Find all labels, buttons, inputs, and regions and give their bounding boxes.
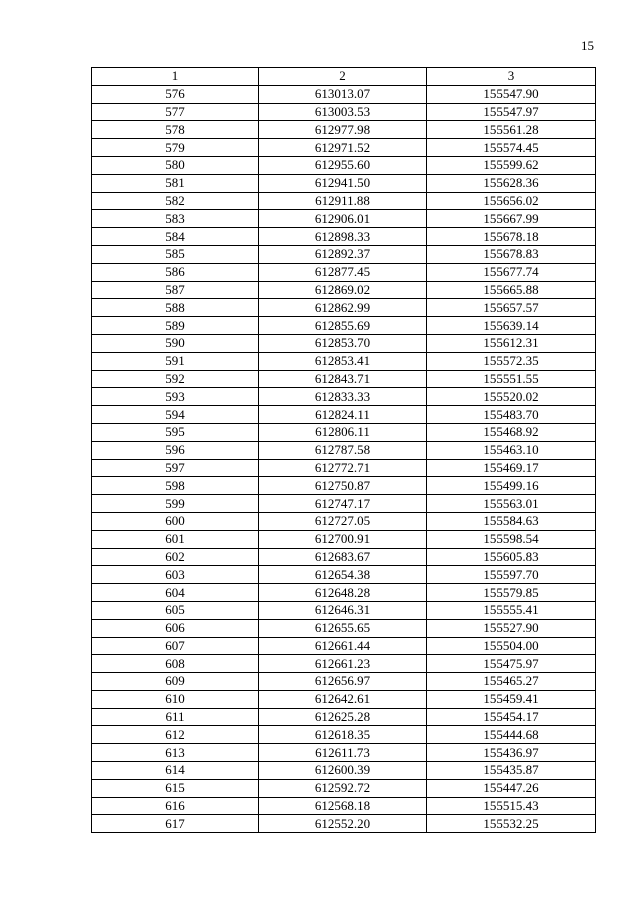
point-number-cell: 595 bbox=[92, 423, 259, 441]
y-coordinate-cell: 155665.88 bbox=[427, 281, 596, 299]
y-coordinate-cell: 155436.97 bbox=[427, 744, 596, 762]
x-coordinate-cell: 612661.44 bbox=[259, 637, 427, 655]
y-coordinate-cell: 155454.17 bbox=[427, 708, 596, 726]
table-row bbox=[92, 744, 596, 762]
x-coordinate-cell: 612906.01 bbox=[259, 210, 427, 228]
y-coordinate-cell: 155469.17 bbox=[427, 459, 596, 477]
y-coordinate-cell: 155435.87 bbox=[427, 762, 596, 780]
table-row bbox=[92, 619, 596, 637]
point-number-cell: 613 bbox=[92, 744, 259, 762]
x-coordinate-cell: 612806.11 bbox=[259, 423, 427, 441]
y-coordinate-cell: 155520.02 bbox=[427, 388, 596, 406]
y-coordinate-cell: 155463.10 bbox=[427, 441, 596, 459]
table-row bbox=[92, 637, 596, 655]
y-coordinate-cell: 155572.35 bbox=[427, 352, 596, 370]
table-row bbox=[92, 601, 596, 619]
table-row bbox=[92, 103, 596, 121]
table-row bbox=[92, 156, 596, 174]
table-row bbox=[92, 139, 596, 157]
point-number-cell: 579 bbox=[92, 139, 259, 157]
point-number-cell: 597 bbox=[92, 459, 259, 477]
point-number-cell: 594 bbox=[92, 406, 259, 424]
y-coordinate-cell: 155475.97 bbox=[427, 655, 596, 673]
point-number-cell: 600 bbox=[92, 512, 259, 530]
x-coordinate-cell: 612552.20 bbox=[259, 815, 427, 833]
point-number-cell: 611 bbox=[92, 708, 259, 726]
y-coordinate-cell: 155527.90 bbox=[427, 619, 596, 637]
x-coordinate-cell: 612654.38 bbox=[259, 566, 427, 584]
x-coordinate-cell: 612911.88 bbox=[259, 192, 427, 210]
point-number-cell: 606 bbox=[92, 619, 259, 637]
y-coordinate-cell: 155657.57 bbox=[427, 299, 596, 317]
x-coordinate-cell: 612843.71 bbox=[259, 370, 427, 388]
point-number-cell: 581 bbox=[92, 174, 259, 192]
table-row bbox=[92, 690, 596, 708]
y-coordinate-cell: 155563.01 bbox=[427, 495, 596, 513]
point-number-cell: 596 bbox=[92, 441, 259, 459]
x-coordinate-cell: 612971.52 bbox=[259, 139, 427, 157]
table-row bbox=[92, 317, 596, 335]
table-row bbox=[92, 548, 596, 566]
table-row bbox=[92, 673, 596, 691]
x-coordinate-cell: 612592.72 bbox=[259, 779, 427, 797]
table-row bbox=[92, 192, 596, 210]
y-coordinate-cell: 155504.00 bbox=[427, 637, 596, 655]
y-coordinate-cell: 155532.25 bbox=[427, 815, 596, 833]
table-row bbox=[92, 459, 596, 477]
column-header-3: 3 bbox=[427, 68, 596, 86]
x-coordinate-cell: 612648.28 bbox=[259, 584, 427, 602]
x-coordinate-cell: 612772.71 bbox=[259, 459, 427, 477]
table-row bbox=[92, 281, 596, 299]
y-coordinate-cell: 155483.70 bbox=[427, 406, 596, 424]
table-row bbox=[92, 245, 596, 263]
table-row bbox=[92, 708, 596, 726]
x-coordinate-cell: 612869.02 bbox=[259, 281, 427, 299]
y-coordinate-cell: 155561.28 bbox=[427, 121, 596, 139]
point-number-cell: 582 bbox=[92, 192, 259, 210]
table-row bbox=[92, 584, 596, 602]
point-number-cell: 589 bbox=[92, 317, 259, 335]
table-row bbox=[92, 388, 596, 406]
y-coordinate-cell: 155612.31 bbox=[427, 334, 596, 352]
point-number-cell: 614 bbox=[92, 762, 259, 780]
point-number-cell: 599 bbox=[92, 495, 259, 513]
x-coordinate-cell: 612747.17 bbox=[259, 495, 427, 513]
x-coordinate-cell: 612824.11 bbox=[259, 406, 427, 424]
y-coordinate-cell: 155555.41 bbox=[427, 601, 596, 619]
x-coordinate-cell: 612683.67 bbox=[259, 548, 427, 566]
table-row bbox=[92, 85, 596, 103]
point-number-cell: 608 bbox=[92, 655, 259, 673]
point-number-cell: 612 bbox=[92, 726, 259, 744]
point-number-cell: 598 bbox=[92, 477, 259, 495]
table-row bbox=[92, 423, 596, 441]
y-coordinate-cell: 155468.92 bbox=[427, 423, 596, 441]
x-coordinate-cell: 613013.07 bbox=[259, 85, 427, 103]
point-number-cell: 602 bbox=[92, 548, 259, 566]
x-coordinate-cell: 612611.73 bbox=[259, 744, 427, 762]
y-coordinate-cell: 155678.18 bbox=[427, 228, 596, 246]
table-body bbox=[92, 85, 596, 832]
x-coordinate-cell: 612787.58 bbox=[259, 441, 427, 459]
point-number-cell: 610 bbox=[92, 690, 259, 708]
table-row bbox=[92, 655, 596, 673]
column-header-2: 2 bbox=[259, 68, 427, 86]
table-row bbox=[92, 174, 596, 192]
point-number-cell: 616 bbox=[92, 797, 259, 815]
point-number-cell: 605 bbox=[92, 601, 259, 619]
table-row bbox=[92, 370, 596, 388]
table-row bbox=[92, 334, 596, 352]
y-coordinate-cell: 155515.43 bbox=[427, 797, 596, 815]
x-coordinate-cell: 612600.39 bbox=[259, 762, 427, 780]
table-row bbox=[92, 477, 596, 495]
point-number-cell: 593 bbox=[92, 388, 259, 406]
x-coordinate-cell: 612750.87 bbox=[259, 477, 427, 495]
x-coordinate-cell: 612977.98 bbox=[259, 121, 427, 139]
point-number-cell: 592 bbox=[92, 370, 259, 388]
point-number-cell: 609 bbox=[92, 673, 259, 691]
y-coordinate-cell: 155547.97 bbox=[427, 103, 596, 121]
y-coordinate-cell: 155656.02 bbox=[427, 192, 596, 210]
point-number-cell: 591 bbox=[92, 352, 259, 370]
x-coordinate-cell: 612892.37 bbox=[259, 245, 427, 263]
point-number-cell: 603 bbox=[92, 566, 259, 584]
table-row bbox=[92, 779, 596, 797]
point-number-cell: 604 bbox=[92, 584, 259, 602]
point-number-cell: 588 bbox=[92, 299, 259, 317]
y-coordinate-cell: 155447.26 bbox=[427, 779, 596, 797]
y-coordinate-cell: 155599.62 bbox=[427, 156, 596, 174]
y-coordinate-cell: 155605.83 bbox=[427, 548, 596, 566]
point-number-cell: 578 bbox=[92, 121, 259, 139]
point-number-cell: 590 bbox=[92, 334, 259, 352]
page-number: 15 bbox=[581, 38, 594, 53]
table-row bbox=[92, 352, 596, 370]
y-coordinate-cell: 155677.74 bbox=[427, 263, 596, 281]
point-number-cell: 584 bbox=[92, 228, 259, 246]
table-row bbox=[92, 566, 596, 584]
coordinates-table bbox=[91, 67, 596, 833]
y-coordinate-cell: 155639.14 bbox=[427, 317, 596, 335]
x-coordinate-cell: 612833.33 bbox=[259, 388, 427, 406]
x-coordinate-cell: 612642.61 bbox=[259, 690, 427, 708]
x-coordinate-cell: 613003.53 bbox=[259, 103, 427, 121]
point-number-cell: 607 bbox=[92, 637, 259, 655]
y-coordinate-cell: 155465.27 bbox=[427, 673, 596, 691]
x-coordinate-cell: 612655.65 bbox=[259, 619, 427, 637]
table-row bbox=[92, 726, 596, 744]
x-coordinate-cell: 612941.50 bbox=[259, 174, 427, 192]
point-number-cell: 580 bbox=[92, 156, 259, 174]
y-coordinate-cell: 155597.70 bbox=[427, 566, 596, 584]
table-row bbox=[92, 530, 596, 548]
table-row bbox=[92, 815, 596, 833]
x-coordinate-cell: 612625.28 bbox=[259, 708, 427, 726]
table-row bbox=[92, 263, 596, 281]
table-row bbox=[92, 121, 596, 139]
table-row bbox=[92, 210, 596, 228]
y-coordinate-cell: 155598.54 bbox=[427, 530, 596, 548]
y-coordinate-cell: 155678.83 bbox=[427, 245, 596, 263]
table-row bbox=[92, 441, 596, 459]
table-row bbox=[92, 299, 596, 317]
y-coordinate-cell: 155667.99 bbox=[427, 210, 596, 228]
x-coordinate-cell: 612898.33 bbox=[259, 228, 427, 246]
y-coordinate-cell: 155574.45 bbox=[427, 139, 596, 157]
x-coordinate-cell: 612877.45 bbox=[259, 263, 427, 281]
table-row bbox=[92, 406, 596, 424]
y-coordinate-cell: 155628.36 bbox=[427, 174, 596, 192]
x-coordinate-cell: 612656.97 bbox=[259, 673, 427, 691]
y-coordinate-cell: 155584.63 bbox=[427, 512, 596, 530]
y-coordinate-cell: 155444.68 bbox=[427, 726, 596, 744]
point-number-cell: 601 bbox=[92, 530, 259, 548]
table-row bbox=[92, 512, 596, 530]
table-header-row bbox=[92, 68, 596, 86]
table-row bbox=[92, 797, 596, 815]
y-coordinate-cell: 155459.41 bbox=[427, 690, 596, 708]
point-number-cell: 617 bbox=[92, 815, 259, 833]
table-row bbox=[92, 495, 596, 513]
point-number-cell: 586 bbox=[92, 263, 259, 281]
x-coordinate-cell: 612700.91 bbox=[259, 530, 427, 548]
y-coordinate-cell: 155499.16 bbox=[427, 477, 596, 495]
table-row bbox=[92, 762, 596, 780]
x-coordinate-cell: 612853.70 bbox=[259, 334, 427, 352]
x-coordinate-cell: 612568.18 bbox=[259, 797, 427, 815]
y-coordinate-cell: 155551.55 bbox=[427, 370, 596, 388]
point-number-cell: 587 bbox=[92, 281, 259, 299]
x-coordinate-cell: 612661.23 bbox=[259, 655, 427, 673]
x-coordinate-cell: 612855.69 bbox=[259, 317, 427, 335]
table-row bbox=[92, 228, 596, 246]
y-coordinate-cell: 155547.90 bbox=[427, 85, 596, 103]
point-number-cell: 615 bbox=[92, 779, 259, 797]
point-number-cell: 583 bbox=[92, 210, 259, 228]
x-coordinate-cell: 612727.05 bbox=[259, 512, 427, 530]
x-coordinate-cell: 612646.31 bbox=[259, 601, 427, 619]
x-coordinate-cell: 612862.99 bbox=[259, 299, 427, 317]
point-number-cell: 576 bbox=[92, 85, 259, 103]
x-coordinate-cell: 612853.41 bbox=[259, 352, 427, 370]
x-coordinate-cell: 612955.60 bbox=[259, 156, 427, 174]
column-header-1: 1 bbox=[92, 68, 259, 86]
x-coordinate-cell: 612618.35 bbox=[259, 726, 427, 744]
y-coordinate-cell: 155579.85 bbox=[427, 584, 596, 602]
point-number-cell: 577 bbox=[92, 103, 259, 121]
point-number-cell: 585 bbox=[92, 245, 259, 263]
